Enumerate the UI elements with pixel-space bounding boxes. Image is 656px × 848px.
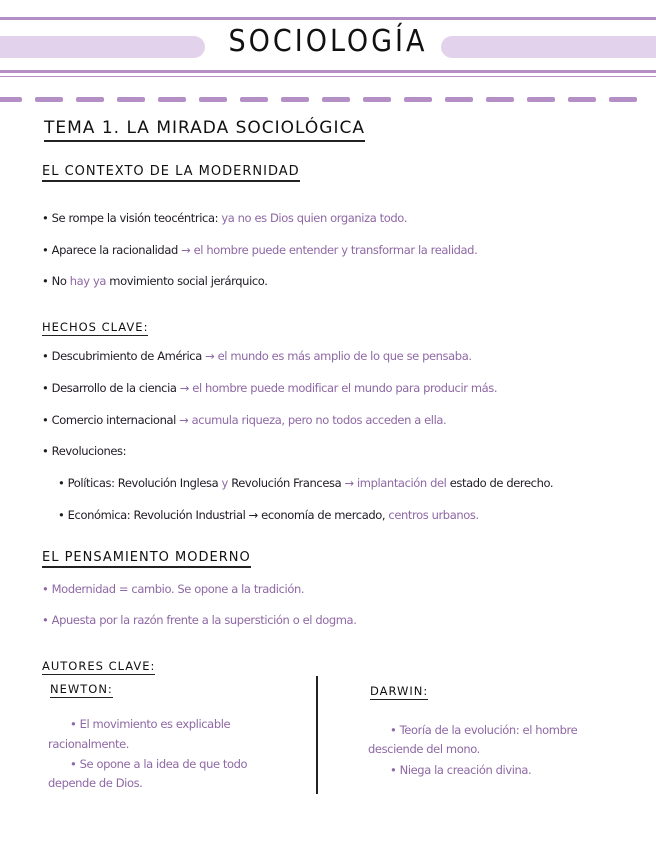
newton-line: racionalmente. xyxy=(48,737,130,751)
divider-dash xyxy=(568,97,596,102)
header-bottom-rule-thin xyxy=(0,76,656,77)
darwin-line: • Niega la creación divina. xyxy=(390,763,532,777)
divider-dash xyxy=(609,97,637,102)
divider-dash xyxy=(281,97,309,102)
hechos-subitem: • Políticas: Revolución Inglesa y Revolución Francesa → implantación del estado de derecho. xyxy=(58,476,554,490)
hechos-subitem: • Económica: Revolución Industrial → economía de mercado, centros urbanos. xyxy=(58,508,479,522)
page-title: SOCIOLOGÍA xyxy=(228,24,428,59)
newton-line: depende de Dios. xyxy=(48,776,143,790)
darwin-line: desciende del mono. xyxy=(368,742,480,756)
pensamiento-item: • Apuesta por la razón frente a la superstición o el dogma. xyxy=(42,613,357,627)
divider-dash xyxy=(117,97,145,102)
hechos-item: • Desarrollo de la ciencia → el hombre puede modificar el mundo para producir más. xyxy=(42,381,498,395)
header-left-band xyxy=(0,36,205,58)
newton-heading: NEWTON: xyxy=(50,682,113,696)
divider-dash xyxy=(527,97,555,102)
divider-dash xyxy=(445,97,473,102)
contexto-item: • No hay ya movimiento social jerárquico. xyxy=(42,274,268,288)
header-right-band xyxy=(441,36,656,58)
autores-heading: AUTORES CLAVE: xyxy=(42,659,156,673)
hechos-item: • Revoluciones: xyxy=(42,444,127,458)
contexto-item: • Aparece la racionalidad → el hombre puede entender y transformar la realidad. xyxy=(42,243,478,257)
divider-dash xyxy=(240,97,268,102)
contexto-item: • Se rompe la visión teocéntrica: ya no es Dios quien organiza todo. xyxy=(42,211,407,225)
column-divider xyxy=(316,676,318,794)
darwin-heading: DARWIN: xyxy=(370,684,429,698)
divider-dash xyxy=(76,97,104,102)
tema-heading: TEMA 1. LA MIRADA SOCIOLÓGICA xyxy=(44,118,365,142)
pensamiento-heading: EL PENSAMIENTO MODERNO xyxy=(42,550,251,568)
contexto-heading: EL CONTEXTO DE LA MODERNIDAD xyxy=(42,164,300,182)
hechos-item: • Comercio internacional → acumula riqueza, pero no todos acceden a ella. xyxy=(42,413,447,427)
divider-dash xyxy=(404,97,432,102)
header-bottom-rule xyxy=(0,70,656,73)
divider-dash xyxy=(35,97,63,102)
divider-dash xyxy=(158,97,186,102)
hechos-item: • Descubrimiento de América → el mundo es más amplio de lo que se pensaba. xyxy=(42,349,472,363)
header-top-rule xyxy=(0,17,656,20)
divider-dash xyxy=(199,97,227,102)
divider-dash xyxy=(486,97,514,102)
divider-dash xyxy=(0,97,22,102)
hechos-heading: HECHOS CLAVE: xyxy=(42,320,149,334)
newton-line: • El movimiento es explicable xyxy=(70,717,231,731)
divider-dash xyxy=(322,97,350,102)
pensamiento-item: • Modernidad = cambio. Se opone a la tradición. xyxy=(42,582,305,596)
darwin-line: • Teoría de la evolución: el hombre xyxy=(390,723,578,737)
divider-dash xyxy=(363,97,391,102)
newton-line: • Se opone a la idea de que todo xyxy=(70,757,248,771)
